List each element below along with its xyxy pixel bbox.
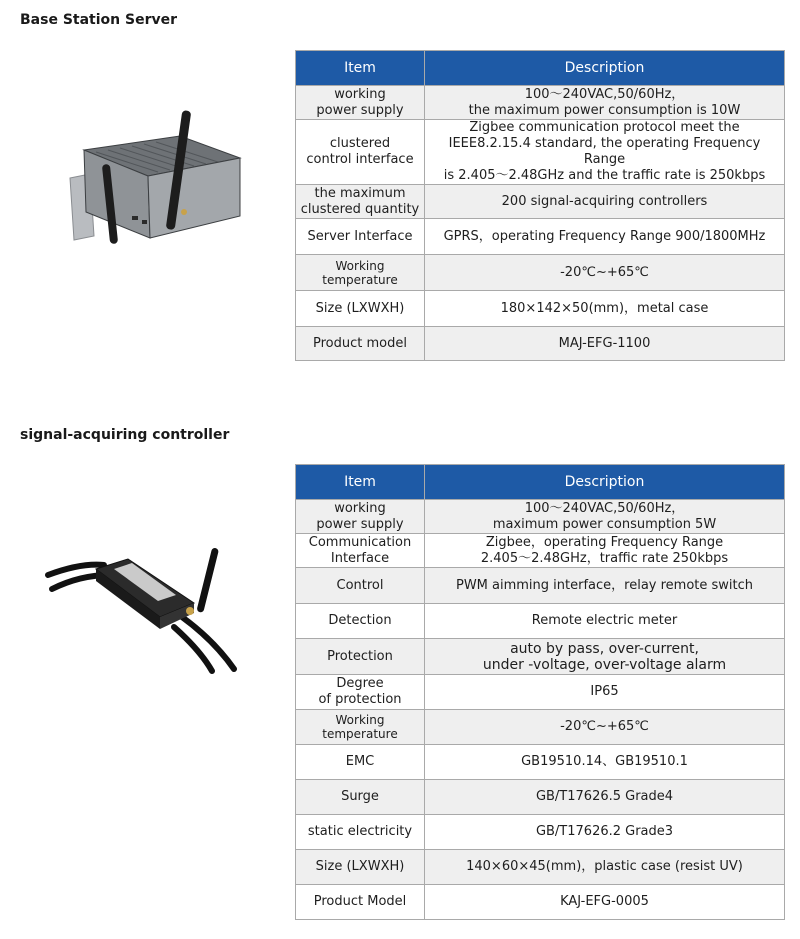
row-item [296,185,425,219]
table-row [296,500,785,534]
row-item [296,815,425,850]
row-description [425,639,785,675]
row-description [425,568,785,604]
cell-text: Remote electric meter [531,613,678,628]
row-item [296,639,425,675]
row-description [425,850,785,885]
row-item [296,120,425,185]
table-row [296,604,785,639]
cell-text: Protection [327,648,393,664]
header-item: Item [296,465,425,500]
header-description: Description [425,51,785,86]
row-item [296,255,425,291]
cell-text: 100～240VAC,50/60Hz， the maximum power consumption is 10W [468,86,741,118]
row-description [425,500,785,534]
cell-text: 100～240VAC,50/60Hz， maximum power consumption 5W [492,500,717,532]
row-item [296,675,425,710]
cell-text: auto by pass, over-current, under -voltage, over-voltage alarm [482,640,727,673]
controller-spec-table [295,464,785,920]
cell-text: Surge [341,789,379,804]
cell-text: Size (LXWXH) [315,859,405,874]
row-item [296,710,425,745]
cell-text: working power supply [316,86,404,118]
row-description [425,120,785,185]
cell-text: KAJ-EFG-0005 [560,894,649,909]
table-row [296,120,785,185]
cell-text: working power supply [316,500,404,532]
table-row [296,780,785,815]
row-description [425,675,785,710]
cell-text: EMC [345,754,375,769]
table-header-row [296,465,785,500]
table-row [296,219,785,255]
row-description [425,534,785,568]
row-item [296,745,425,780]
row-description [425,885,785,920]
cell-text: -20℃~+65℃ [560,264,649,280]
table-row [296,710,785,745]
section-title-signal-controller: signal-acquiring controller [20,427,230,443]
header-description: Description [425,465,785,500]
cell-text: static electricity [307,824,413,839]
cell-text: GPRS，operating Frequency Range 900/1800MHz [443,228,766,244]
cell-text: Working temperature [322,258,398,287]
row-description [425,815,785,850]
table-row [296,850,785,885]
row-description [425,780,785,815]
table-row [296,534,785,568]
cell-text: Control [336,577,384,593]
base-station-server-photo [62,108,262,250]
cell-text: 200 signal-acquiring controllers [501,193,708,209]
row-item [296,291,425,327]
row-item [296,219,425,255]
cell-text: Degree of protection [318,676,402,707]
cell-text: 180×142×50(mm)，metal case [500,300,709,316]
cell-text: 140×60×45(mm)，plastic case (resist UV) [466,859,743,874]
cell-text: Zigbee，operating Frequency Range 2.405～2.48GHz，traffic rate 250kbps [480,534,729,566]
cell-text: Product Model [313,894,407,909]
row-description [425,255,785,291]
row-description [425,86,785,120]
table-row [296,291,785,327]
table-row [296,675,785,710]
cell-text: Product model [313,335,407,351]
table-row [296,815,785,850]
cell-text: GB19510.14、GB19510.1 [521,754,688,769]
row-description [425,745,785,780]
signal-acquiring-controller-photo [44,545,244,675]
cell-text: Size (LXWXH) [315,300,405,316]
table-row [296,86,785,120]
table-row [296,255,785,291]
table-row [296,745,785,780]
cell-text: clustered control interface [306,136,414,167]
table-row [296,885,785,920]
row-description [425,219,785,255]
cell-text: the maximum clustered quantity [300,185,420,217]
cell-text: IP65 [590,684,619,699]
cell-text: Detection [328,613,392,628]
table-row [296,568,785,604]
cell-text: PWM aimming interface，relay remote switch [455,577,754,593]
row-item [296,86,425,120]
table-row [296,639,785,675]
table-row [296,185,785,219]
cell-text: Communication Interface [308,534,412,566]
table-row [296,327,785,361]
row-description [425,185,785,219]
row-item [296,534,425,568]
table-header-row [296,51,785,86]
cell-text: GB/T17626.2 Grade3 [535,824,674,839]
cell-text: Zigbee communication protocol meet the IEEE8.2.15.4 standard, the operating Frequency Range is 2.405～2.48GHz and the traffic rate is 250kbps [443,120,766,183]
row-description [425,710,785,745]
row-item [296,604,425,639]
row-item [296,885,425,920]
row-item [296,327,425,361]
cell-text: GB/T17626.5 Grade4 [535,789,674,804]
section-title-base-station: Base Station Server [20,12,178,28]
cell-text: MAJ-EFG-1100 [558,335,651,351]
row-item [296,500,425,534]
row-description [425,291,785,327]
base-station-spec-table [295,50,785,361]
cell-text: Server Interface [307,228,413,244]
row-item [296,850,425,885]
row-description [425,604,785,639]
row-item [296,780,425,815]
cell-text: Working temperature [322,713,398,741]
header-item: Item [296,51,425,86]
cell-text: -20℃~+65℃ [560,719,649,734]
row-item [296,568,425,604]
row-description [425,327,785,361]
